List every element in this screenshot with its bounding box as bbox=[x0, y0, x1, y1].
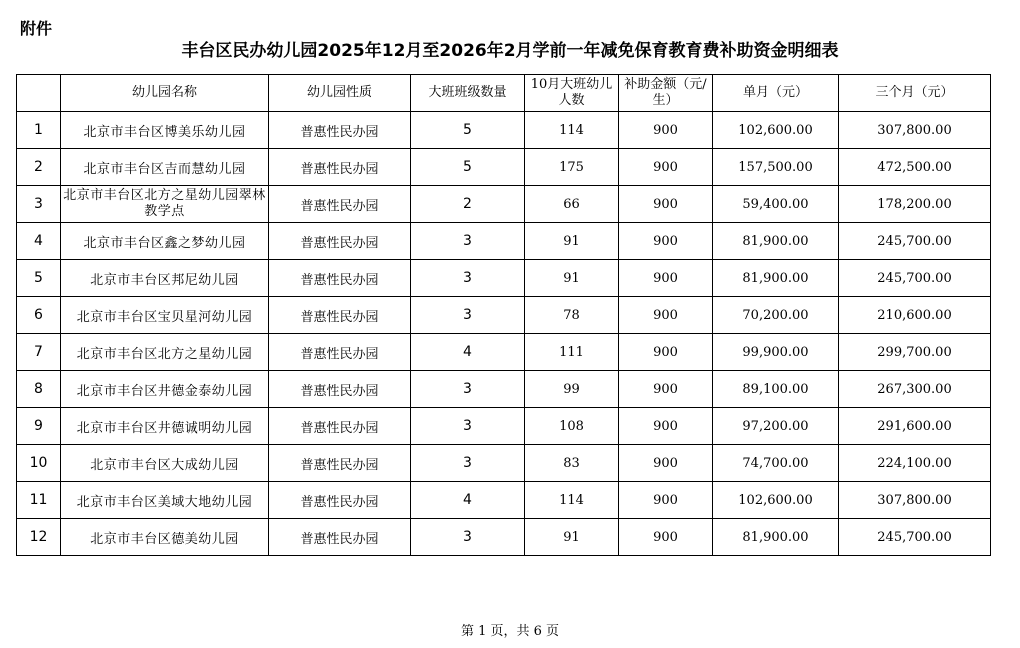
table-row bbox=[17, 519, 991, 556]
kindergarten-name: 北京市丰台区宝贝星河幼儿园 bbox=[61, 297, 269, 334]
attachment-label: 附件 bbox=[20, 19, 53, 38]
kindergarten-name: 北京市丰台区美域大地幼儿园 bbox=[61, 482, 269, 519]
monthly-amount: 70,200.00 bbox=[713, 297, 839, 334]
three-month-amount: 299,700.00 bbox=[839, 334, 991, 371]
children-count: 91 bbox=[525, 260, 619, 297]
children-count: 175 bbox=[525, 149, 619, 186]
three-month-amount: 307,800.00 bbox=[839, 482, 991, 519]
monthly-amount: 102,600.00 bbox=[713, 482, 839, 519]
monthly-amount: 81,900.00 bbox=[713, 223, 839, 260]
kindergarten-name: 北京市丰台区邦尼幼儿园 bbox=[61, 260, 269, 297]
table-row bbox=[17, 371, 991, 408]
three-month-amount: 291,600.00 bbox=[839, 408, 991, 445]
column-header-three-months: 三个月（元） bbox=[839, 75, 991, 112]
row-index: 2 bbox=[17, 149, 61, 186]
class-count: 3 bbox=[411, 223, 525, 260]
monthly-amount: 97,200.00 bbox=[713, 408, 839, 445]
table-row bbox=[17, 112, 991, 149]
row-index: 4 bbox=[17, 223, 61, 260]
row-index: 8 bbox=[17, 371, 61, 408]
kindergarten-type: 普惠性民办园 bbox=[269, 482, 411, 519]
class-count: 3 bbox=[411, 371, 525, 408]
monthly-amount: 74,700.00 bbox=[713, 445, 839, 482]
class-count: 3 bbox=[411, 297, 525, 334]
subsidy-table bbox=[16, 74, 991, 556]
kindergarten-name: 北京市丰台区鑫之梦幼儿园 bbox=[61, 223, 269, 260]
subsidy-amount: 900 bbox=[619, 482, 713, 519]
page-number: 第 1 页，共 6 页 bbox=[460, 624, 560, 639]
table-row bbox=[17, 186, 991, 223]
kindergarten-type: 普惠性民办园 bbox=[269, 334, 411, 371]
three-month-amount: 210,600.00 bbox=[839, 297, 991, 334]
class-count: 4 bbox=[411, 334, 525, 371]
kindergarten-type: 普惠性民办园 bbox=[269, 223, 411, 260]
kindergarten-name: 北京市丰台区博美乐幼儿园 bbox=[61, 112, 269, 149]
column-header-type: 幼儿园性质 bbox=[269, 75, 411, 112]
kindergarten-type: 普惠性民办园 bbox=[269, 519, 411, 556]
kindergarten-type: 普惠性民办园 bbox=[269, 149, 411, 186]
three-month-amount: 224,100.00 bbox=[839, 445, 991, 482]
kindergarten-type: 普惠性民办园 bbox=[269, 112, 411, 149]
row-index: 7 bbox=[17, 334, 61, 371]
subsidy-amount: 900 bbox=[619, 297, 713, 334]
row-index: 1 bbox=[17, 112, 61, 149]
kindergarten-name: 北京市丰台区德美幼儿园 bbox=[61, 519, 269, 556]
column-header-monthly: 单月（元） bbox=[713, 75, 839, 112]
children-count: 91 bbox=[525, 519, 619, 556]
column-header-index bbox=[17, 75, 61, 112]
class-count: 2 bbox=[411, 186, 525, 223]
three-month-amount: 267,300.00 bbox=[839, 371, 991, 408]
monthly-amount: 59,400.00 bbox=[713, 186, 839, 223]
children-count: 99 bbox=[525, 371, 619, 408]
three-month-amount: 245,700.00 bbox=[839, 223, 991, 260]
children-count: 66 bbox=[525, 186, 619, 223]
table-row bbox=[17, 260, 991, 297]
row-index: 9 bbox=[17, 408, 61, 445]
subsidy-amount: 900 bbox=[619, 371, 713, 408]
column-header-classes: 大班班级数量 bbox=[411, 75, 525, 112]
kindergarten-name: 北京市丰台区北方之星幼儿园 bbox=[61, 334, 269, 371]
table-row bbox=[17, 149, 991, 186]
row-index: 12 bbox=[17, 519, 61, 556]
subsidy-amount: 900 bbox=[619, 223, 713, 260]
monthly-amount: 81,900.00 bbox=[713, 519, 839, 556]
kindergarten-type: 普惠性民办园 bbox=[269, 371, 411, 408]
table-row bbox=[17, 482, 991, 519]
table-row bbox=[17, 408, 991, 445]
kindergarten-type: 普惠性民办园 bbox=[269, 260, 411, 297]
children-count: 78 bbox=[525, 297, 619, 334]
kindergarten-type: 普惠性民办园 bbox=[269, 186, 411, 223]
table-row bbox=[17, 445, 991, 482]
subsidy-amount: 900 bbox=[619, 408, 713, 445]
monthly-amount: 81,900.00 bbox=[713, 260, 839, 297]
children-count: 111 bbox=[525, 334, 619, 371]
monthly-amount: 99,900.00 bbox=[713, 334, 839, 371]
row-index: 10 bbox=[17, 445, 61, 482]
class-count: 4 bbox=[411, 482, 525, 519]
kindergarten-name: 北京市丰台区大成幼儿园 bbox=[61, 445, 269, 482]
monthly-amount: 89,100.00 bbox=[713, 371, 839, 408]
column-header-children: 10月大班幼儿人数 bbox=[525, 75, 619, 112]
subsidy-amount: 900 bbox=[619, 334, 713, 371]
row-index: 6 bbox=[17, 297, 61, 334]
kindergarten-name: 北京市丰台区北方之星幼儿园翠林教学点 bbox=[61, 186, 269, 223]
header-row bbox=[17, 75, 991, 112]
class-count: 5 bbox=[411, 149, 525, 186]
column-header-subsidy: 补助金额（元/生） bbox=[619, 75, 713, 112]
subsidy-amount: 900 bbox=[619, 260, 713, 297]
class-count: 3 bbox=[411, 445, 525, 482]
children-count: 108 bbox=[525, 408, 619, 445]
class-count: 3 bbox=[411, 519, 525, 556]
kindergarten-name: 北京市丰台区吉而慧幼儿园 bbox=[61, 149, 269, 186]
subsidy-amount: 900 bbox=[619, 519, 713, 556]
kindergarten-name: 北京市丰台区井德诚明幼儿园 bbox=[61, 408, 269, 445]
three-month-amount: 245,700.00 bbox=[839, 519, 991, 556]
class-count: 3 bbox=[411, 260, 525, 297]
children-count: 114 bbox=[525, 112, 619, 149]
children-count: 114 bbox=[525, 482, 619, 519]
kindergarten-type: 普惠性民办园 bbox=[269, 297, 411, 334]
subsidy-amount: 900 bbox=[619, 445, 713, 482]
children-count: 91 bbox=[525, 223, 619, 260]
table-row bbox=[17, 223, 991, 260]
table-row bbox=[17, 334, 991, 371]
subsidy-amount: 900 bbox=[619, 186, 713, 223]
class-count: 3 bbox=[411, 408, 525, 445]
subsidy-amount: 900 bbox=[619, 112, 713, 149]
three-month-amount: 245,700.00 bbox=[839, 260, 991, 297]
column-header-name: 幼儿园名称 bbox=[61, 75, 269, 112]
three-month-amount: 178,200.00 bbox=[839, 186, 991, 223]
kindergarten-type: 普惠性民办园 bbox=[269, 445, 411, 482]
table-row bbox=[17, 297, 991, 334]
three-month-amount: 307,800.00 bbox=[839, 112, 991, 149]
monthly-amount: 157,500.00 bbox=[713, 149, 839, 186]
row-index: 5 bbox=[17, 260, 61, 297]
row-index: 3 bbox=[17, 186, 61, 223]
kindergarten-type: 普惠性民办园 bbox=[269, 408, 411, 445]
children-count: 83 bbox=[525, 445, 619, 482]
monthly-amount: 102,600.00 bbox=[713, 112, 839, 149]
subsidy-amount: 900 bbox=[619, 149, 713, 186]
class-count: 5 bbox=[411, 112, 525, 149]
kindergarten-name: 北京市丰台区井德金泰幼儿园 bbox=[61, 371, 269, 408]
row-index: 11 bbox=[17, 482, 61, 519]
three-month-amount: 472,500.00 bbox=[839, 149, 991, 186]
document-title: 丰台区民办幼儿园2025年12月至2026年2月学前一年减免保育教育费补助资金明细表 bbox=[181, 41, 839, 61]
